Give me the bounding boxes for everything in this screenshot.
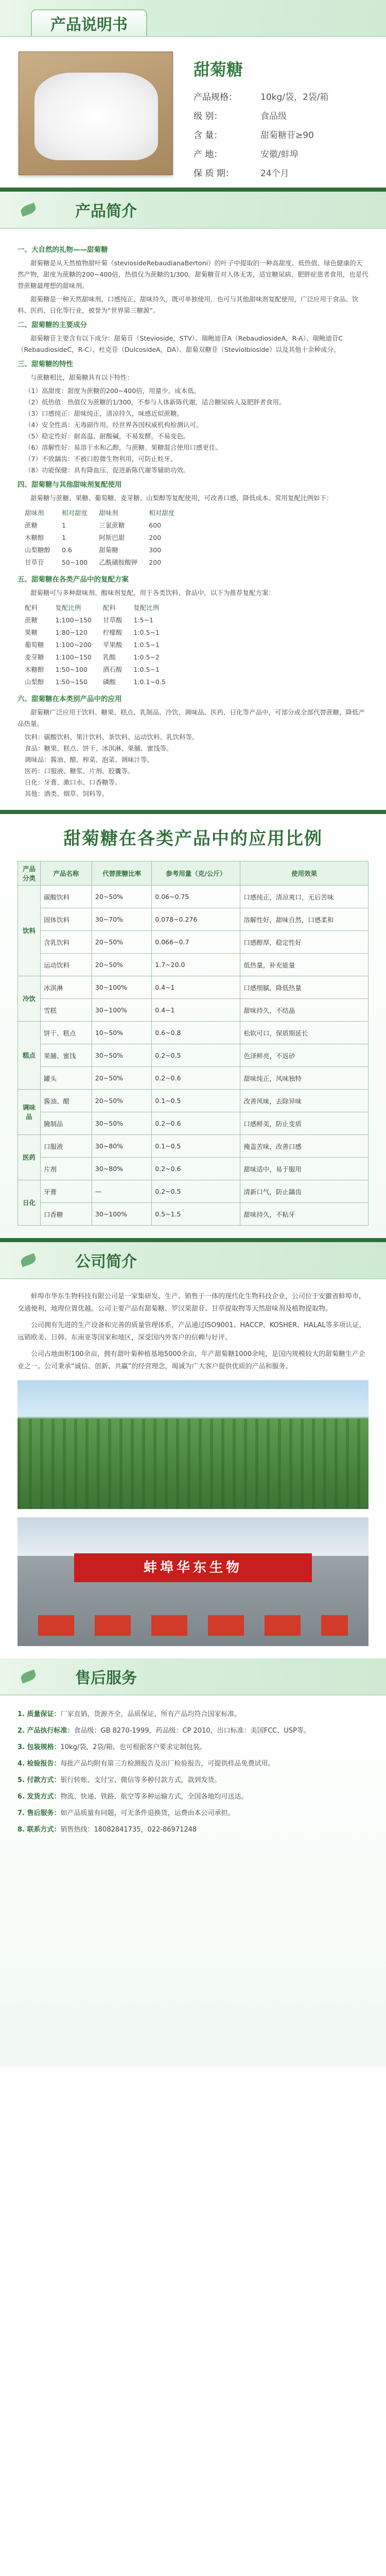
service-text: 食品级：GB 8270-1999，药品级：CP 2010，出口标准：美国FCC、USP等。 (74, 1727, 310, 1735)
table-header-cell: 使用效果 (240, 861, 369, 886)
table-cell: 1:100~200 (55, 641, 92, 649)
table-row (23, 544, 184, 556)
table-cell: 麦芽糖 (25, 653, 44, 661)
table-cell: 0.2~0.6 (152, 1158, 240, 1180)
table-cell: 30~100% (92, 1203, 151, 1226)
table-cell: 清新口气，防止龋齿 (240, 1180, 369, 1203)
product-spec (194, 52, 367, 179)
table-row (18, 954, 369, 976)
table-cell: 甜味适中，易于服用 (240, 1158, 369, 1180)
table-cell: 山梨糖醇 (25, 546, 51, 554)
leaf-icon (20, 1669, 37, 1683)
section-header-product-intro (0, 192, 386, 229)
use-item: 其他：酒类、烟草、饲料等。 (25, 790, 109, 798)
table-cell: 20~50% (92, 1067, 151, 1090)
sugar-bag-image (34, 73, 158, 160)
field-rows (17, 1419, 369, 1509)
table-row (18, 1180, 369, 1203)
spec-key: 含 量： (194, 130, 223, 141)
spec-key: 保 质 期： (194, 168, 234, 179)
table-cell: 20~50% (92, 931, 151, 954)
table-cell: 甘草苷 (25, 558, 44, 566)
spec-value: 甜菊糖苷≥90 (260, 130, 314, 141)
table-row (18, 886, 369, 908)
ratio-title: 甜菊糖在各类产品中的应用比例 (63, 828, 323, 849)
application-ratio-table (17, 861, 369, 1226)
table-header-cell: 配料 (25, 604, 38, 612)
table-header-cell: 甜味剂 (25, 509, 44, 517)
spec-row (194, 166, 367, 179)
section-header-product-desc (0, 0, 386, 37)
company-photos (17, 1380, 369, 1646)
table-cell: 溶解性好，甜味自然，口感柔和 (240, 908, 369, 931)
table-row (18, 1203, 369, 1226)
table-cell: 30~80% (92, 1135, 151, 1158)
after-sales-service (0, 1696, 386, 2066)
spec-value: 10kg/袋，2袋/箱 (260, 92, 329, 103)
table-cell: 1:0.5~2 (133, 653, 160, 661)
service-label: 2. 产品执行标准： (17, 1727, 74, 1735)
table-cell: 0.2~0.5 (152, 1044, 240, 1067)
spec-value: 食品级 (260, 111, 287, 122)
service-item (17, 1823, 369, 1837)
table-cell: 0.4~1 (152, 999, 240, 1022)
table-row (18, 1158, 369, 1180)
table-row (23, 519, 184, 532)
table-cell: 色泽鲜亮，不返砂 (240, 1044, 369, 1067)
table-cell: 30~100% (92, 999, 151, 1022)
service-text: 物流、快递、铁路、航空等多种运输方式，全国各地均可送达。 (60, 1793, 248, 1801)
table-row (23, 676, 175, 688)
table-cell: 三氯蔗糖 (99, 521, 125, 529)
table-header-cell: 复配比例 (133, 604, 160, 612)
category-cell: 日化 (18, 1180, 41, 1226)
table-cell: 1:80~120 (55, 629, 87, 636)
spec-key: 产品规格： (194, 92, 237, 103)
table-cell: 果脯、蜜饯 (41, 1044, 92, 1067)
table-cell: 低热量，补充能量 (240, 954, 369, 976)
table-cell: 柠檬酸 (102, 629, 122, 636)
table-cell: 1:5~1 (133, 616, 153, 624)
table-cell: 腌制品 (41, 1112, 92, 1135)
table-cell: 蔗糖 (25, 616, 38, 624)
service-item (17, 1774, 369, 1787)
trait-item: （5）稳定性好：耐高温、耐酸碱，不易发酵，不易变色。 (25, 432, 190, 440)
article-paragraph: 甜菊糖广泛应用于饮料、糖果、糕点、乳制品、冷饮、调味品、医药、日化等产品中，可部分或全部代替蔗糖，降低产品热量。 (17, 708, 365, 727)
table-cell: 雪糕 (41, 999, 92, 1022)
blend-plan-table (23, 602, 175, 688)
table-cell: 0.2~0.6 (152, 1112, 240, 1135)
service-text: 银行转账、支付宝、微信等多种付款方式，款到发货。 (60, 1776, 221, 1784)
table-row (18, 1090, 369, 1112)
table-cell: 固体饮料 (41, 908, 92, 931)
table-cell: 蔗糖 (25, 521, 38, 529)
table-cell: 口感醇厚，稳定性好 (240, 931, 369, 954)
use-item: 饮料：碳酸饮料、果汁饮料、茶饮料、运动饮料、乳饮料等。 (25, 733, 199, 741)
service-item (17, 1724, 369, 1738)
table-cell: 1:50~150 (55, 678, 87, 686)
table-cell: 0.066~0.7 (152, 931, 240, 954)
table-row (23, 626, 175, 639)
trait-item: （8）功能保健：具有降血压、促进新陈代谢等辅助功效。 (25, 466, 190, 474)
table-row (18, 1022, 369, 1044)
spec-row (194, 109, 367, 122)
trait-item: （7）不致龋齿：不被口腔微生物利用，可防止蛀牙。 (25, 455, 177, 463)
spec-value: 24个月 (260, 168, 289, 179)
table-cell: 1:100~150 (55, 653, 92, 661)
use-item: 日化：牙膏、漱口水、口香糖等。 (25, 778, 121, 786)
section-title: 产品说明书 (31, 9, 147, 36)
stevia-field-photo (17, 1380, 369, 1509)
table-header-cell: 甜味剂 (99, 509, 118, 517)
trait-item: （4）安全性高：无毒副作用，经世界各国权威机构检测认可。 (25, 421, 203, 429)
use-item: 医药：口服液、糖浆、片剂、胶囊等。 (25, 767, 134, 775)
table-header-cell: 参考用量（克/公斤） (152, 861, 240, 886)
product-photo (19, 52, 173, 175)
article-heading: 三、甜菊糖的特性 (17, 360, 73, 368)
product-article (0, 229, 386, 814)
article-paragraph: 甜菊糖苷主要含有以下成分：甜菊苷（Stevioside，STV）、瑞鲍迪苷A（RebaudiosideA，R-A）、瑞鲍迪苷C（RebaudiosideC，R-C）、杜克苷（DulcosideA，DA）、甜菊双糖苷（Steviolbioside）以及其他十余种成分。 (17, 334, 343, 353)
table-cell: 果糖 (25, 629, 38, 636)
service-label: 7. 售后服务： (17, 1809, 61, 1817)
spec-value: 安徽/蚌埠 (260, 149, 299, 160)
table-cell: 1 (62, 534, 66, 541)
category-cell: 调味品 (18, 1090, 41, 1135)
table-cell: 30~80% (92, 1158, 151, 1180)
table-header-row (18, 861, 369, 886)
table-cell: 松软可口，保质期延长 (240, 1022, 369, 1044)
table-cell: 0.6 (62, 546, 72, 554)
table-cell: 50~100 (62, 558, 88, 566)
table-cell: 0.5~1.5 (152, 1203, 240, 1226)
spec-row (194, 147, 367, 160)
service-text: 厂家直销，货源齐全，品质保证，所有产品均符合国家标准。 (60, 1710, 241, 1718)
table-cell: 1:50~100 (55, 666, 87, 673)
table-row (18, 999, 369, 1022)
table-cell: 乙酰磺胺酸钾 (99, 558, 138, 566)
table-cell: 运动饮料 (41, 954, 92, 976)
table-header-cell: 复配比例 (55, 604, 81, 612)
table-cell: 口感鲜美，防止变质 (240, 1112, 369, 1135)
spec-row (194, 128, 367, 141)
table-cell: 1:0.5~1 (133, 629, 160, 636)
table-cell: 口香糖 (41, 1203, 92, 1226)
table-cell: 30~70% (92, 908, 151, 931)
company-paragraph: 蚌埠市华东生物科技有限公司是一家集研发、生产、销售于一体的现代化生物科技企业，公司位于安徽省蚌埠市，交通便利，地理位置优越。公司主要产品有甜菊糖、罗汉果甜苷、甘草提取物等天然甜味剂及植物提取物。 (17, 1293, 366, 1313)
article-heading: 五、甜菊糖在各类产品中的复配方案 (17, 575, 129, 584)
article-heading: 一、大自然的礼物——甜菊糖 (17, 246, 108, 254)
table-row (18, 908, 369, 931)
table-cell: 1:0.5~1 (133, 666, 160, 673)
product-name: 甜菊糖 (194, 60, 243, 79)
table-cell: 30~50% (92, 1044, 151, 1067)
service-text: 销售热线：18082841735，022-86971248 (60, 1826, 197, 1834)
article-paragraph: 甜菊糖是一种天然甜味剂，口感纯正、甜味持久，既可单独使用，也可与其他甜味剂复配使用，广泛应用于食品、饮料、医药、日化等行业，被誉为“世界第三糖源”。 (17, 295, 359, 314)
factory-building-photo (17, 1517, 369, 1646)
table-cell: — (92, 1180, 151, 1203)
leaf-icon (20, 202, 37, 216)
table-row (18, 1135, 369, 1158)
table-cell: 牙膏 (41, 1180, 92, 1203)
table-cell: 1:100~150 (55, 616, 92, 624)
section-header-company-intro (0, 1242, 386, 1279)
spec-key: 级 别： (194, 111, 223, 122)
table-cell: 酒石酸 (102, 666, 122, 673)
spec-row (194, 90, 367, 103)
trait-item: （2）低热值：热值仅为蔗糖的1/300，不参与人体新陈代谢，适合糖尿病人及肥胖者食用。 (25, 398, 286, 406)
table-cell: 口服液 (41, 1135, 92, 1158)
trait-item: （6）溶解性好：易溶于水和乙醇，与蔗糖、果糖混合使用口感更佳。 (25, 444, 222, 451)
table-cell: 30~50% (92, 1112, 151, 1135)
table-cell: 酱油、醋 (41, 1090, 92, 1112)
table-cell: 20~50% (92, 886, 151, 908)
table-cell: 阿斯巴甜 (99, 534, 125, 541)
table-cell: 掩盖苦味，改善口感 (240, 1135, 369, 1158)
table-cell: 30~100% (92, 976, 151, 999)
table-cell: 片剂 (41, 1158, 92, 1180)
table-cell: 木糖醇 (25, 666, 44, 673)
table-cell: 甘草酸 (102, 616, 122, 624)
sweetness-table (23, 507, 184, 569)
table-row (18, 931, 369, 954)
table-cell: 0.6~0.8 (152, 1022, 240, 1044)
service-label: 5. 付款方式： (17, 1776, 61, 1784)
table-header-cell: 产品分类 (18, 861, 41, 886)
table-cell: 20~50% (92, 1090, 151, 1112)
category-cell: 医药 (18, 1135, 41, 1180)
article-paragraph: 与蔗糖相比，甜菊糖具有以下特性： (30, 374, 134, 381)
table-cell: 乳酸 (102, 653, 116, 661)
company-paragraph: 公司占地面积100余亩，拥有甜叶菊种植基地5000余亩，年产甜菊糖1000余吨，是国内规模较大的甜菊糖生产企业之一。公司秉承“诚信、创新、共赢”的经营理念，竭诚为广大客户提供优质的产品和服务。 (17, 1350, 365, 1370)
trait-item: （3）口感纯正：甜味纯正，清凉持久，味感近似蔗糖。 (25, 410, 183, 417)
table-cell: 甜味持久，不结晶 (240, 999, 369, 1022)
table-cell: 饼干、糕点 (41, 1022, 92, 1044)
service-label: 6. 发货方式： (17, 1793, 61, 1801)
trait-item: （1）高甜度：甜度为蔗糖的200~400倍，用量少，成本低。 (25, 387, 201, 395)
table-row (18, 1044, 369, 1067)
table-cell: 20~50% (92, 954, 151, 976)
category-cell: 饮料 (18, 886, 41, 976)
section-title: 产品简介 (75, 202, 137, 221)
table-cell: 300 (149, 546, 162, 554)
leaf-icon (20, 1253, 37, 1267)
table-header-cell: 代替蔗糖比率 (92, 861, 151, 886)
section-header-service (0, 1658, 386, 1696)
table-cell: 0.4~1 (152, 976, 240, 999)
table-cell: 0.1~0.5 (152, 1135, 240, 1158)
service-item (17, 1741, 369, 1754)
section-title: 售后服务 (75, 1669, 137, 1687)
table-cell: 1 (62, 521, 66, 529)
service-label: 4. 检验报告： (17, 1760, 61, 1768)
table-row (23, 532, 184, 544)
service-item (17, 1790, 369, 1804)
table-header-cell: 配料 (102, 604, 116, 612)
table-row (23, 651, 175, 664)
category-cell: 糕点 (18, 1022, 41, 1090)
table-cell: 200 (149, 534, 162, 541)
company-intro (0, 1279, 386, 1658)
table-cell: 冰淇淋 (41, 976, 92, 999)
service-label: 3. 包装规格： (17, 1743, 61, 1751)
table-cell: 口感纯正，清凉爽口，无后苦味 (240, 886, 369, 908)
service-text: 如产品质量有问题，可无条件退换货，运费由本公司承担。 (60, 1809, 235, 1817)
service-item (17, 1757, 369, 1771)
table-cell: 10~50% (92, 1022, 151, 1044)
section-title: 公司简介 (75, 1253, 137, 1271)
table-header-cell: 产品名称 (41, 861, 92, 886)
table-row (18, 976, 369, 999)
table-cell: 苹果酸 (102, 641, 122, 649)
table-cell: 甜味纯正，风味独特 (240, 1067, 369, 1090)
product-info (0, 37, 386, 192)
table-row (23, 556, 184, 569)
table-cell: 甜味持久，不粘牙 (240, 1203, 369, 1226)
service-text: 每批产品均附有第三方检测报告及出厂检验报告，可提供样品免费试用。 (60, 1760, 275, 1768)
table-cell: 0.06~0.75 (152, 886, 240, 908)
article-paragraph: 甜菊糖是从天然植物甜叶菊（steviosideRebaudianaBertoni）的叶子中提取的一种高甜度、低热值、绿色健康的天然产物，甜度为蔗糖的200~400倍，热值仅为蔗糖的1/300。甜菊糖苷对人体无害，适宜糖尿病、肥胖症患者食用，也是代替蔗糖最理想的甜味剂。 (17, 259, 369, 290)
table-row (23, 614, 175, 626)
table-cell: 改善风味，去除异味 (240, 1090, 369, 1112)
spec-key: 产 地： (194, 149, 223, 160)
table-header-row (23, 507, 184, 519)
application-ratio-section (0, 814, 386, 1242)
article-heading: 四、甜菊糖与其他甜味剂复配使用 (17, 481, 122, 489)
table-cell: 山梨醇 (25, 678, 44, 686)
table-cell: 0.2~0.5 (152, 1180, 240, 1203)
table-cell: 含乳饮料 (41, 931, 92, 954)
table-row (18, 1067, 369, 1090)
table-cell: 碳酸饮料 (41, 886, 92, 908)
company-paragraph: 公司拥有先进的生产设备和完善的质量管理体系，产品通过ISO9001、HACCP、KOSHER、HALAL等多项认证，远销欧美、日韩、东南亚等国家和地区，深受国内外客户的信赖与好评。 (17, 1321, 366, 1342)
table-header-row (23, 602, 175, 614)
table-row (23, 639, 175, 651)
service-item (17, 1807, 369, 1820)
table-cell: 罐头 (41, 1067, 92, 1090)
vehicles (38, 1615, 348, 1636)
table-cell: 1.7~20.0 (152, 954, 240, 976)
table-cell: 0.078~0.276 (152, 908, 240, 931)
table-cell: 磷酸 (102, 678, 116, 686)
table-cell: 1:0.1~0.5 (133, 678, 166, 686)
table-row (23, 664, 175, 676)
table-cell: 木糖醇 (25, 534, 44, 541)
table-row (18, 1112, 369, 1135)
table-cell: 1:0.5~1 (133, 641, 160, 649)
table-cell: 口感细腻，降低热量 (240, 976, 369, 999)
service-label: 1. 质量保证： (17, 1710, 61, 1718)
table-header-cell: 相对甜度 (149, 509, 175, 517)
service-text: 10kg/袋，2袋/箱，也可根据客户要求定制包装。 (60, 1743, 206, 1751)
table-cell: 0.2~0.6 (152, 1067, 240, 1090)
category-cell: 冷饮 (18, 976, 41, 1022)
factory-sign: 蚌埠华东生物 (74, 1553, 312, 1582)
table-cell: 600 (149, 521, 162, 529)
use-item: 食品：糖果、糕点、饼干、冰淇淋、果脯、蜜饯等。 (25, 744, 173, 752)
use-item: 调味品：酱油、醋、榨菜、泡菜、调味汁等。 (25, 756, 154, 764)
table-cell: 葡萄糖 (25, 641, 44, 649)
article-paragraph: 甜菊糖可与多种甜味剂、酸味剂复配，用于各类饮料、食品中，以下为推荐复配方案： (30, 589, 275, 597)
article-paragraph: 甜菊糖与蔗糖、果糖、葡萄糖、麦芽糖、山梨醇等复配使用，可改善口感，降低成本。常用复配比例如下： (30, 494, 333, 502)
article-heading: 二、甜菊糖的主要成分 (17, 321, 87, 329)
table-cell: 0.1~0.5 (152, 1090, 240, 1112)
table-cell: 200 (149, 558, 162, 566)
table-cell: 甜菊糖 (99, 546, 118, 554)
table-header-cell: 相对甜度 (62, 509, 88, 517)
article-heading: 六、甜菊糖在本类别产品中的应用 (17, 695, 122, 703)
service-item (17, 1708, 369, 1721)
service-label: 8. 联系方式： (17, 1826, 61, 1834)
